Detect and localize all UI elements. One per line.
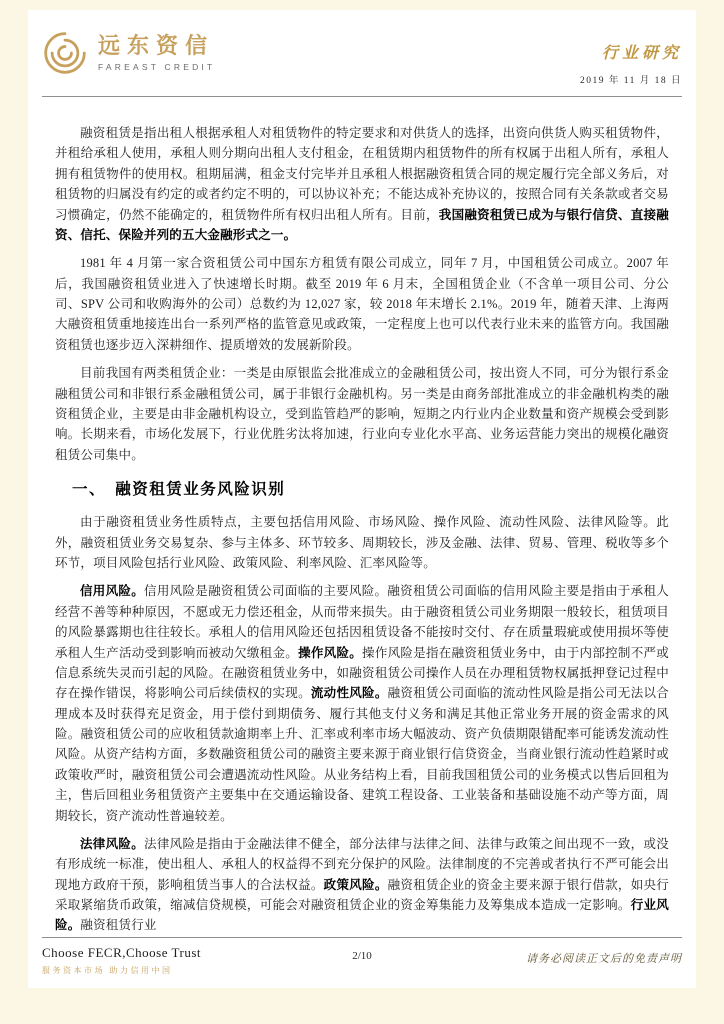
body-text: 融资租赁企业的资金主要来源于银行借款，如央行采取紧缩货币政策，缩减信贷规模，可能会对融资租赁企业的资金筹集能力及筹集成本造成一定影响。 <box>55 877 669 912</box>
emphasis-text: 一、 融资租赁业务风险识别 <box>72 481 286 498</box>
footer-divider <box>42 937 682 938</box>
doc-type-label: 行业研究 <box>601 45 682 62</box>
doc-date: 2019 年 11 月 18 日 <box>579 76 682 86</box>
body-text: 融资租赁是指出租人根据承租人对租赁物件的特定要求和对供货人的选择，出资向供货人购买租赁物件，并租给承租人使用，承租人则分期向出租人支付租金，在租赁期内租赁物件的所有权属于出租人所有，承租人拥有租赁物件的使用权。租期届满，租金支付完毕并且承租人根据融资租赁合同的规定履行完全部义务后，对租赁物的归属没有约定的或者约定不明的，可以协议补充；不能达成补充协议的，按照合同有关条款或者交易习惯确定，仍然不能确定的，租赁物件所有权归出租人所有。目前， <box>55 126 669 222</box>
paragraph <box>55 581 669 826</box>
emphasis-text: 我国融资租赁已成为与银行信贷、直接融资、信托、保险并列的五大金融形式之一。 <box>55 207 669 242</box>
body-text: 融资租赁行业 <box>80 918 157 933</box>
body-text: 法律风险是指由于金融法律不健全，部分法律与法律之间、法律与政策之间出现不一致，或没有形成统一标准，使出租人、承租人的权益得不到充分保护的风险。法律制度的不完善或者执行不严可能会出现地方政府干预，影响租赁当事人的合法权益。 <box>55 836 669 892</box>
logo-name-cn: 远东资信 <box>98 32 215 58</box>
emphasis-text: 法律风险。 <box>80 836 145 851</box>
paragraph <box>55 363 669 465</box>
body-text: 由于融资租赁业务性质特点，主要包括信用风险、市场风险、操作风险、流动性风险、法律风险等。此外，融资租赁业务交易复杂、参与主体多、环节较多、周期较长，涉及金融、法律、贸易、管理、税收等多个环节，项目风险包括行业风险、政策风险、利率风险、汇率风险等。 <box>55 515 669 570</box>
body-text: 1981 年 4 月第一家合资租赁公司中国东方租赁有限公司成立，同年 7 月，中国租赁公司成立。2007 年后，我国融资租赁业进入了快速增长时期。截至 2019 年 6 月末，全国租赁企业（不含单一项目公司、分公司、SPV 公司和收购海外的公司）总数约为 12,027 家，较 2018 年末增长 2.1%。2019 年，随着天津、上海两大融资租赁重地接连出台一系列严格的监管意见或政策，一定程度上也可以代表行业未来的监管方向。我国融资租赁也逐步迈入深耕细作、提质增效的发展新阶段。 <box>55 256 669 352</box>
paragraph <box>55 512 669 573</box>
fareast-logo-icon <box>42 30 88 76</box>
body-text: 融资租赁公司面临的流动性风险是指公司无法以合理成本及时获得充足资金，用于偿付到期债务、履行其他支付义务和满足其他正常业务开展的资金需求的风险。融资租赁公司的应收租赁款逾期率上升、汇率或利率市场大幅波动、资产负债期限错配率可能诱发流动性风险。从资产结构方面，多数融资租赁公司的融资主要来源于商业银行信贷资金，当商业银行流动性趋紧时或政策收严时，融资租赁公司会遭遇流动性风险。从业务结构上看，目前我国租赁公司的业务模式以售后回租为主，售后回租业务租赁资产主要集中在交通运输设备、建筑工程设备、工业装备和基础设施不动产等方面，周期较长，资产流动性普遍较差。 <box>55 686 669 823</box>
emphasis-text: 行业风险。 <box>55 898 669 933</box>
document-footer <box>28 937 696 988</box>
body-text: 信用风险是融资租赁公司面临的主要风险。融资租赁公司面临的信用风险主要是指由于承租人经营不善等种种原因，不愿或无力偿还租金，从而带来损失。由于融资租赁公司业务期限一般较长，租赁项目的风险暴露期也往往较长。承租人的信用风险还包括因租赁设备不能按时交付、存在质量瑕疵或使用损坏等使承租人生产活动受到影响而被动欠缴租金。 <box>55 584 669 660</box>
paragraph <box>55 253 669 355</box>
paragraph <box>55 834 669 936</box>
section-heading <box>55 477 669 502</box>
footer-row <box>42 945 682 976</box>
document-body <box>28 97 696 937</box>
logo-text <box>98 34 215 72</box>
paragraph <box>55 123 669 245</box>
emphasis-text: 流动性风险。 <box>310 686 388 701</box>
emphasis-text: 操作风险。 <box>298 645 363 660</box>
emphasis-text: 信用风险。 <box>80 584 145 599</box>
disclaimer: 请务必阅读正文后的免责声明 <box>526 953 682 965</box>
logo <box>42 30 215 76</box>
footer-slogan <box>42 945 298 976</box>
emphasis-text: 政策风险。 <box>323 877 388 892</box>
document-header <box>28 10 696 96</box>
document-page <box>28 10 696 988</box>
page-number: 2/10 <box>352 950 372 962</box>
slogan-cn: 服务资本市场 助力信用中国 <box>42 966 173 975</box>
header-right <box>580 30 682 86</box>
body-text: 目前我国有两类租赁企业：一类是由原银监会批准成立的金融租赁公司，按出资人不同，可分为银行系金融租赁公司和非银行系金融租赁公司，属于非银行金融机构。另一类是由商务部批准成立的非金融机构类的融资租赁企业，主要是由非金融机构设立，受到监管趋严的影响，短期之内行业内企业数量和资产规模会受到影响。长期来看，市场化发展下，行业优胜劣汰将加速，行业向专业化水平高、业务运营能力突出的规模化融资租赁公司集中。 <box>55 366 669 462</box>
logo-name-en: FAREAST CREDIT <box>98 62 216 73</box>
slogan-en: Choose FECR,Choose Trust <box>42 945 202 960</box>
body-text: 操作风险是指在融资租赁业务中，由于内部控制不严或信息系统失灵而引起的风险。在融资租赁业务中，如融资租赁公司操作人员在办理租赁物权属抵押登记过程中存在操作错误，将影响公司后续债权的实现。 <box>55 645 669 701</box>
